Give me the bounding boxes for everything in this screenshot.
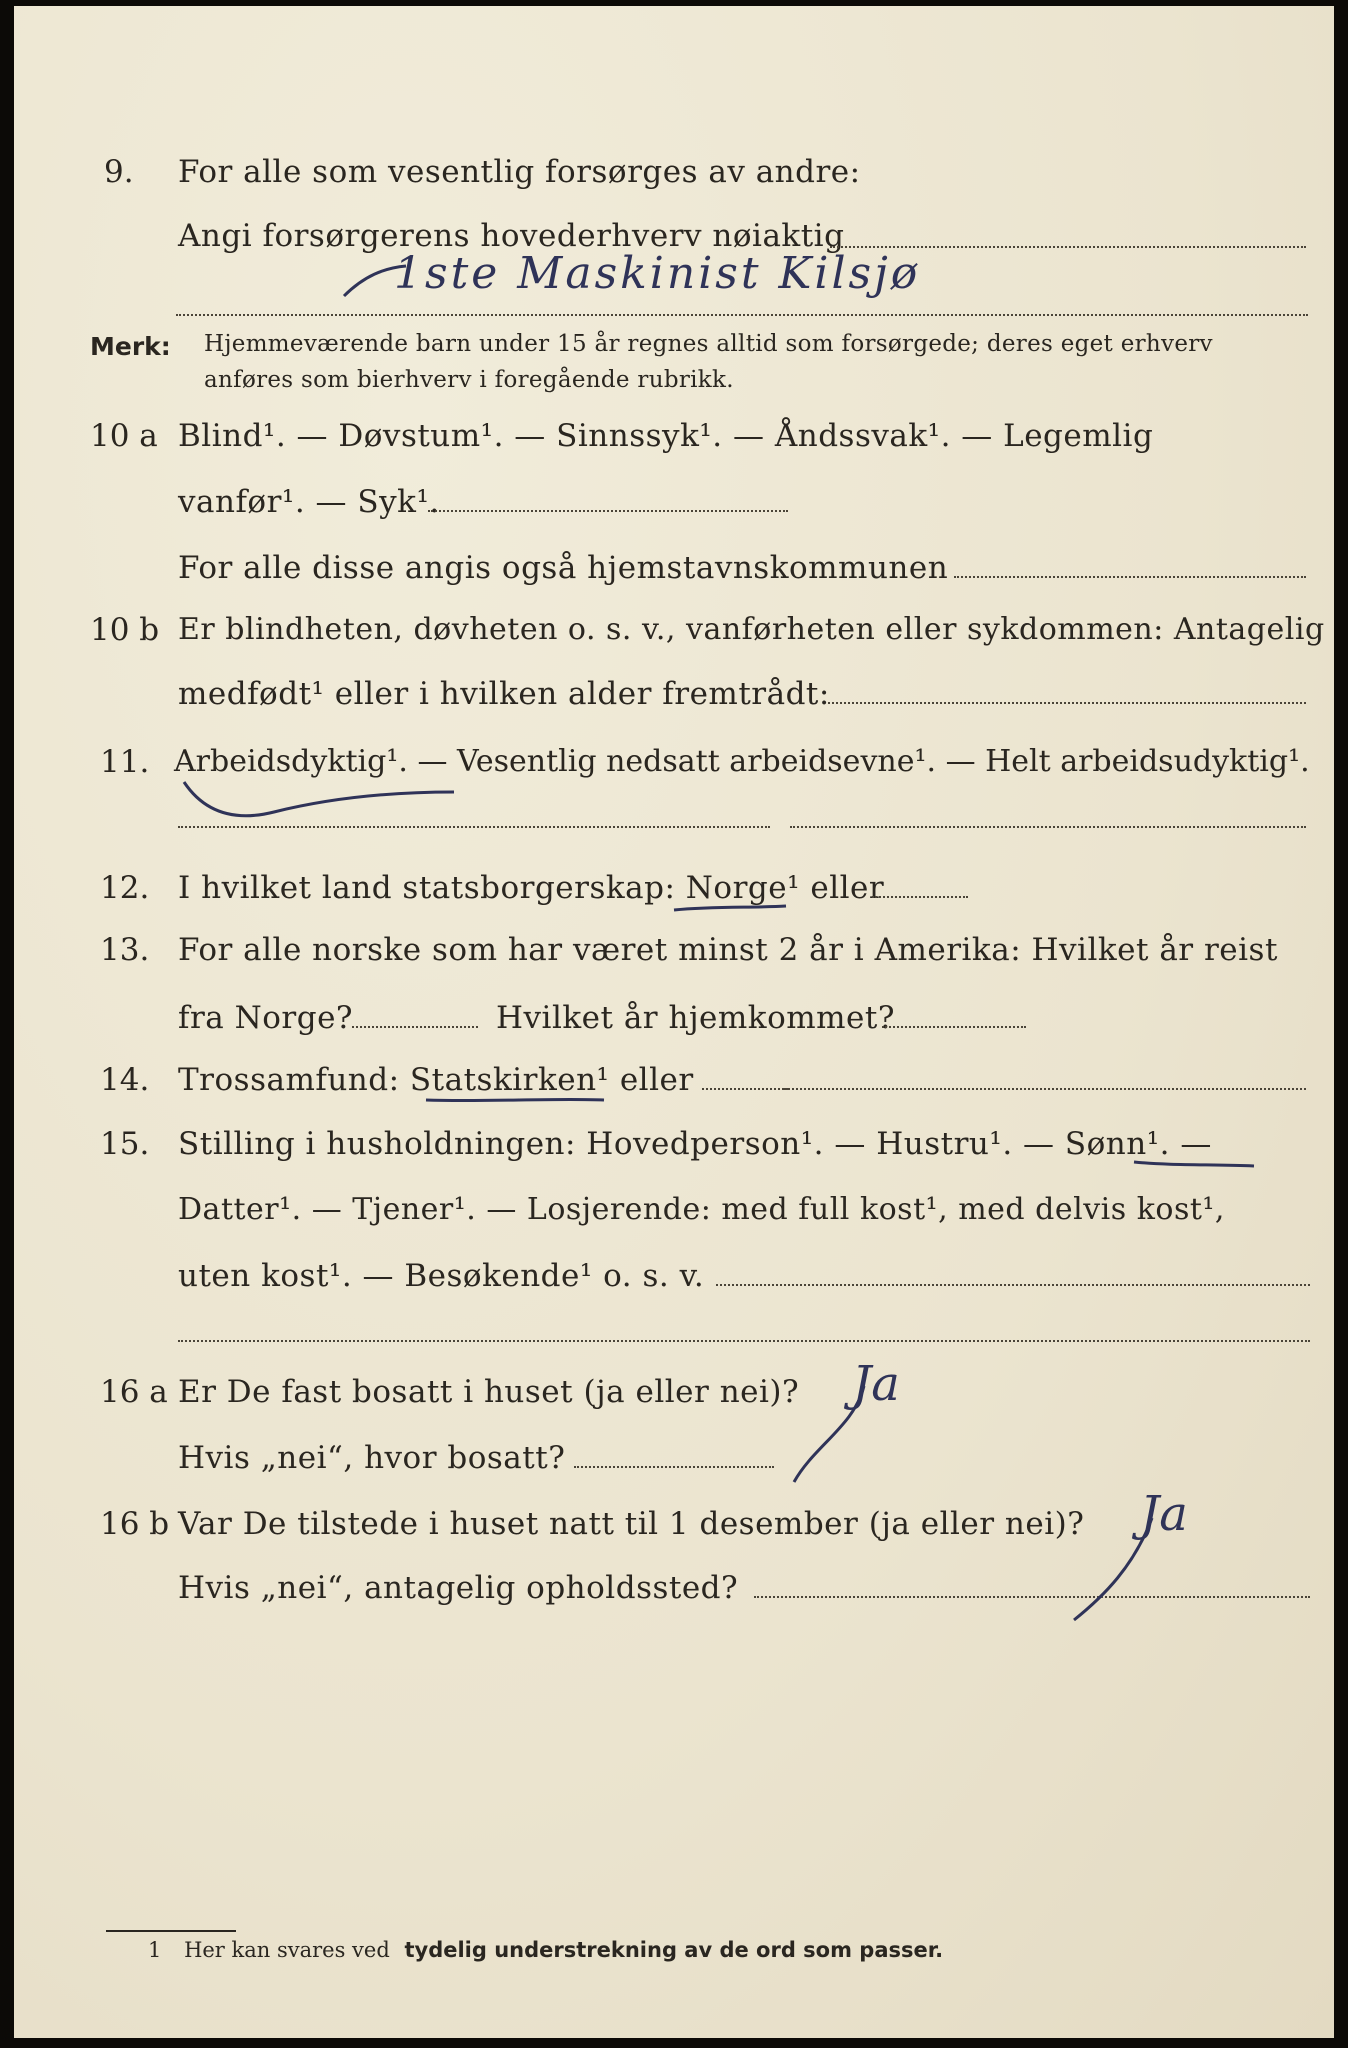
q15-extra-line: [178, 1340, 1310, 1342]
q14-number: 14.: [100, 1062, 150, 1098]
q12-answer-line: [872, 896, 968, 898]
q9-handwritten-answer: 1ste Maskinist Kilsjø: [394, 248, 921, 299]
q10a-line3: For alle disse angis også hjemstavnskommunen: [178, 550, 949, 586]
q10a-line2: vanfør¹. — Syk¹.: [178, 484, 440, 520]
q12-number: 12.: [100, 870, 150, 906]
q11-number: 11.: [100, 744, 150, 780]
q15-line2: Datter¹. — Tjener¹. — Losjerende: med full kost¹, med delvis kost¹,: [178, 1192, 1225, 1227]
q14-line1: Trossamfund: Statskirken¹ eller: [178, 1062, 694, 1098]
sonn-underline: [1134, 1162, 1254, 1166]
q12-line1: I hvilket land statsborgerskap: Norge¹ eller: [178, 870, 885, 906]
q10b-answer-line: [828, 702, 1306, 704]
q10b-line1: Er blindheten, døvheten o. s. v., vanførheten eller sykdommen: Antagelig: [178, 612, 1325, 647]
q10b-number: 10 b: [90, 612, 160, 648]
q11-answer-line-left: [178, 826, 770, 828]
q15-answer-line: [716, 1284, 1310, 1286]
q9-number: 9.: [104, 154, 134, 190]
q11-answer-line-right: [790, 826, 1306, 828]
footnote: [148, 1938, 943, 1962]
arbeidsdyktig-underline: [184, 782, 454, 816]
q16a-number: 16 a: [100, 1374, 168, 1410]
q16b-handwritten-answer: Ja: [1140, 1486, 1188, 1542]
q13-line2b: Hvilket år hjemkommet?: [496, 1000, 895, 1036]
q13-departure-year-line: [352, 1026, 478, 1028]
q16a-answer-line: [574, 1466, 774, 1468]
merk-text-line1: Hjemmeværende barn under 15 år regnes alltid som forsørgede; deres eget erhverv: [204, 331, 1213, 357]
q15-line3: uten kost¹. — Besøkende¹ o. s. v.: [178, 1258, 705, 1294]
q14-answer-line-right: [784, 1088, 1306, 1090]
merk-text-line2: anføres som bierhverv i foregående rubrikk.: [204, 367, 734, 393]
footnote-mark: 1: [148, 1938, 162, 1962]
q9-question-line2: Angi forsørgerens hovederhverv nøiaktig: [178, 218, 845, 254]
q13-number: 13.: [100, 932, 150, 968]
norge-underline: [674, 906, 786, 910]
q14-answer-line-left: [702, 1088, 788, 1090]
q10a-line1: Blind¹. — Døvstum¹. — Sinnssyk¹. — Åndssvak¹. — Legemlig: [178, 418, 1154, 454]
q16b-line1: Var De tilstede i huset natt til 1 desember (ja eller nei)?: [178, 1506, 1085, 1542]
q16a-handwritten-answer: Ja: [852, 1356, 900, 1412]
census-form-page: [14, 6, 1334, 2038]
q15-line1: Stilling i husholdningen: Hovedperson¹. — Hustru¹. — Sønn¹. —: [178, 1126, 1212, 1162]
q16b-line2: Hvis „nei“, antagelig opholdssted?: [178, 1570, 739, 1606]
q9-question-line1: For alle som vesentlig forsørges av andre:: [178, 154, 861, 190]
q10b-line2: medfødt¹ eller i hvilken alder fremtrådt:: [178, 676, 830, 712]
q10a-hometown-line: [954, 576, 1306, 578]
q9-answer-line2: [176, 314, 1308, 316]
footnote-text-a: Her kan svares ved: [184, 1938, 390, 1962]
q16b-number: 16 b: [100, 1506, 170, 1542]
q10a-number: 10 a: [90, 418, 158, 454]
q13-line2a: fra Norge?: [178, 1000, 354, 1036]
q16b-answer-line: [754, 1596, 1310, 1598]
q13-line1: For alle norske som har været minst 2 år i Amerika: Hvilket år reist: [178, 932, 1278, 968]
q11-line1: Arbeidsdyktig¹. — Vesentlig nedsatt arbeidsevne¹. — Helt arbeidsudyktig¹.: [174, 744, 1310, 779]
merk-label: Merk:: [90, 332, 171, 361]
statskirken-underline: [426, 1099, 604, 1100]
q10a-answer-line: [428, 510, 788, 512]
q15-number: 15.: [100, 1126, 150, 1162]
q16a-line2: Hvis „nei“, hvor bosatt?: [178, 1440, 566, 1476]
footnote-text-b: tydelig understrekning av de ord som passer.: [404, 1938, 944, 1962]
q13-return-year-line: [882, 1026, 1026, 1028]
q16a-line1: Er De fast bosatt i huset (ja eller nei)?: [178, 1374, 800, 1410]
footnote-rule: [106, 1930, 236, 1932]
